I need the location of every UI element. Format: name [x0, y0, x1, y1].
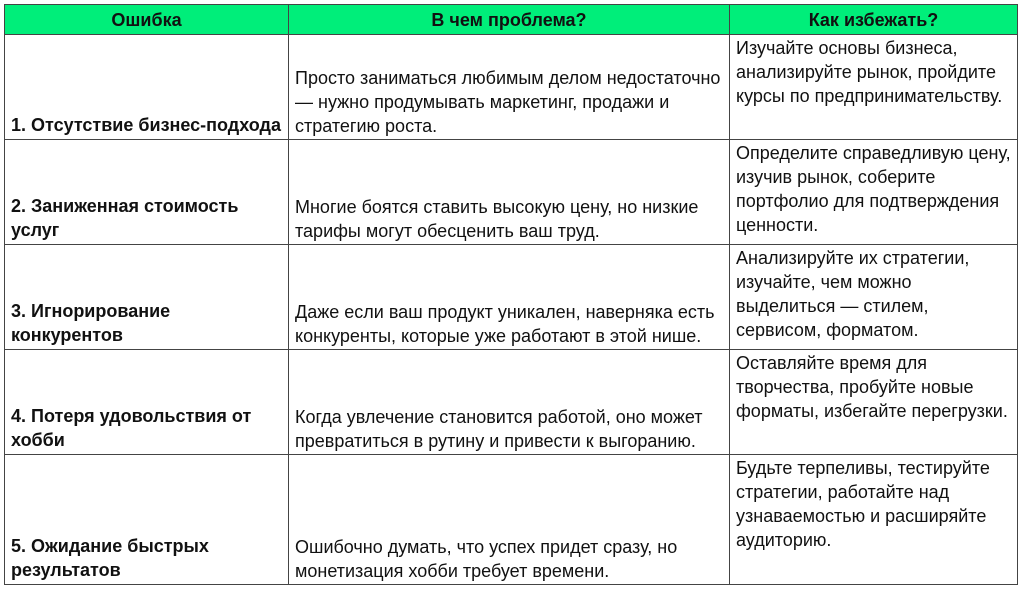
mistakes-table: [4, 4, 1018, 585]
header-solution: Как избежать?: [730, 5, 1018, 35]
table-row: [5, 350, 1018, 455]
header-mistake: Ошибка: [5, 5, 289, 35]
solution-cell: Изучайте основы бизнеса, анализируйте рынок, пройдите курсы по предпринимательству.: [730, 35, 1018, 140]
problem-cell: Просто заниматься любимым делом недостаточно — нужно продумывать маркетинг, продажи и стратегию роста.: [289, 35, 730, 140]
header-row: [5, 5, 1018, 35]
solution-cell: Определите справедливую цену, изучив рынок, соберите портфолио для подтверждения ценности.: [730, 140, 1018, 245]
table-row: [5, 35, 1018, 140]
problem-cell: Даже если ваш продукт уникален, наверняка есть конкуренты, которые уже работают в этой нише.: [289, 245, 730, 350]
table-row: [5, 455, 1018, 585]
mistake-cell: 4. Потеря удовольствия от хобби: [5, 350, 289, 455]
problem-cell: Когда увлечение становится работой, оно может превратиться в рутину и привести к выгоранию.: [289, 350, 730, 455]
header-problem: В чем проблема?: [289, 5, 730, 35]
mistake-cell: 2. Заниженная стоимость услуг: [5, 140, 289, 245]
table-row: [5, 140, 1018, 245]
problem-cell: Ошибочно думать, что успех придет сразу, но монетизация хобби требует времени.: [289, 455, 730, 585]
mistake-cell: 3. Игнорирование конкурентов: [5, 245, 289, 350]
mistake-cell: 5. Ожидание быстрых результатов: [5, 455, 289, 585]
mistake-cell: 1. Отсутствие бизнес-подхода: [5, 35, 289, 140]
solution-cell: Оставляйте время для творчества, пробуйте новые форматы, избегайте перегрузки.: [730, 350, 1018, 455]
table-row: [5, 245, 1018, 350]
solution-cell: Анализируйте их стратегии, изучайте, чем можно выделиться — стилем, сервисом, форматом.: [730, 245, 1018, 350]
problem-cell: Многие боятся ставить высокую цену, но низкие тарифы могут обесценить ваш труд.: [289, 140, 730, 245]
solution-cell: Будьте терпеливы, тестируйте стратегии, работайте над узнаваемостью и расширяйте аудиторию.: [730, 455, 1018, 585]
